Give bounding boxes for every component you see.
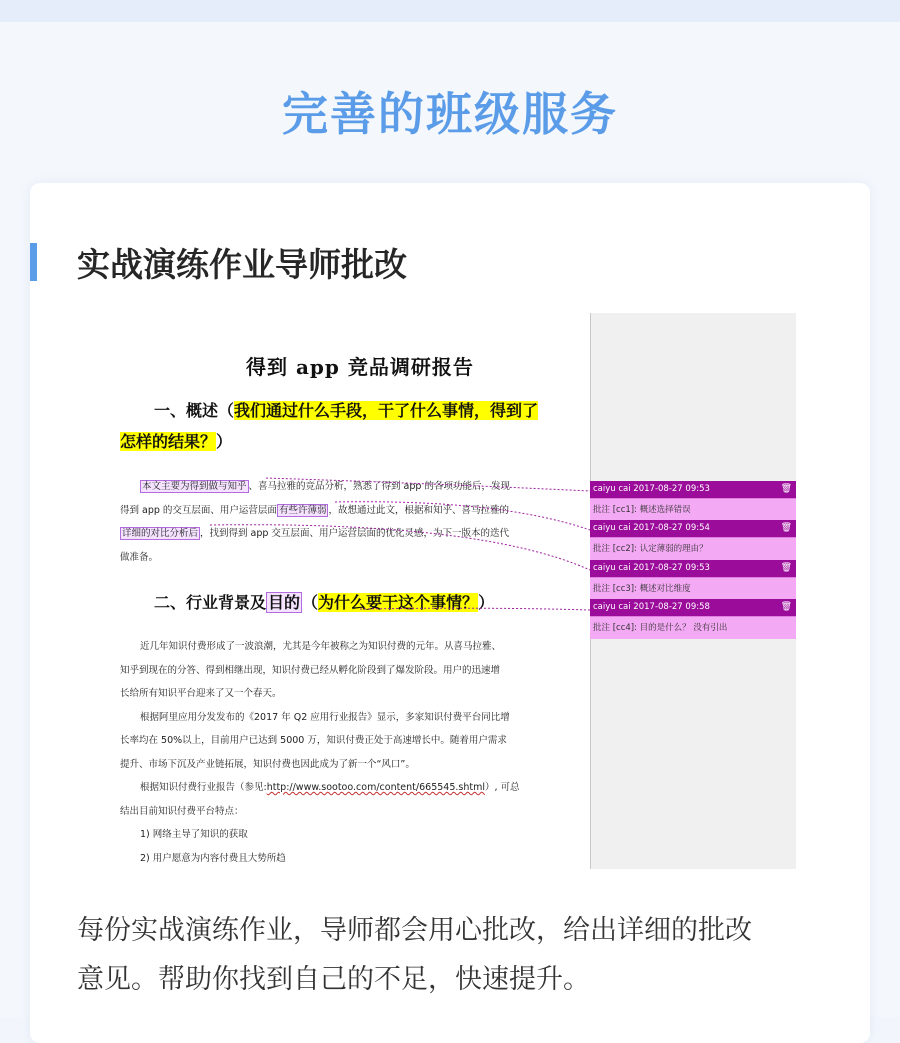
doc-paragraph-3: 根据阿里应用分发发布的《2017 年 Q2 应用行业报告》显示，多家知识付费平台同比增 (140, 711, 510, 723)
doc-heading-1-prefix: 一、概述（ (154, 401, 235, 420)
doc-list-item-1: 1) 网络主导了知识的获取 (140, 829, 248, 840)
card-heading: 实战演练作业导师批改 (77, 245, 407, 284)
comment-text: 批注 [cc3]: 概述对比维度 (590, 577, 796, 600)
doc-text: 得到 app 的交互层面、用户运营层面 (120, 504, 277, 516)
comment-4[interactable] (590, 599, 796, 639)
doc-paragraph-2c: 长给所有知识平台迎来了又一个春天。 (120, 688, 282, 699)
comment-3[interactable] (590, 560, 796, 600)
trash-icon[interactable]: 🗑 (780, 602, 792, 612)
doc-paragraph-4c: 结出目前知识付费平台特点： (120, 805, 244, 817)
feature-card (30, 183, 870, 1043)
comment-anchor-2[interactable]: 有些许薄弱 (278, 504, 327, 516)
comment-anchor-1[interactable]: 本文主要为得到做与知乎 (142, 481, 247, 492)
doc-heading-2-highlight: 为什么要干这个事情？ (318, 593, 479, 612)
doc-text: 、喜马拉雅的竞品分析，熟悉了得到 app 的各项功能后，发现 (248, 481, 510, 492)
doc-paragraph-3b: 长率均在 50%以上，目前用户已达到 5000 万，知识付费正处于高速增长中。随着用户需求 (120, 735, 507, 746)
comment-text: 批注 [cc4]: 目的是什么？ 没有引出 (590, 616, 796, 639)
trash-icon[interactable]: 🗑 (780, 563, 792, 573)
comment-author: caiyu cai 2017-08-27 09:53 (593, 563, 710, 573)
doc-heading-1-highlight-b: 怎样的结果？ (120, 432, 217, 451)
heading-accent-bar (30, 243, 37, 281)
doc-heading-1 (120, 395, 574, 457)
comment-anchor-4[interactable]: 目的 (268, 593, 301, 612)
comment-author: caiyu cai 2017-08-27 09:54 (593, 523, 710, 533)
doc-paragraph-3c: 提升、市场下沉及产业链拓展，知识付费也因此成为了新一个“风口”。 (120, 758, 415, 770)
reference-link[interactable]: http://www.sootoo.com/content/665545.shtml (266, 782, 485, 793)
doc-paragraph-4 (120, 776, 562, 800)
doc-heading-2 (154, 587, 574, 618)
comment-text: 批注 [cc2]: 认定薄弱的理由？ (590, 537, 796, 560)
doc-body (120, 635, 562, 869)
card-description-line-2: 意见。帮助你找到自己的不足，快速提升。 (77, 964, 590, 995)
card-description-line-1: 每份实战演练作业，导师都会用心批改，给出详细的批改 (77, 915, 752, 946)
doc-heading-2-mid: （ (302, 593, 319, 612)
doc-text: 根据知识付费行业报告（参见: (140, 782, 267, 793)
doc-heading-2-suffix: ） (478, 593, 495, 612)
card-description (77, 906, 837, 1004)
comment-1[interactable] (590, 481, 796, 521)
doc-text: ，故想通过此文，根据和知乎、喜马拉雅的 (328, 504, 509, 516)
doc-list-item-2: 2) 用户愿意为内容付费且大势所趋 (140, 852, 286, 864)
trash-icon[interactable]: 🗑 (780, 523, 792, 533)
doc-title: 得到 app 竞品调研报告 (246, 355, 474, 379)
comment-2[interactable] (590, 520, 796, 560)
doc-paragraph-2b: 知乎到现在的分答、得到相继出现，知识付费已经从孵化阶段到了爆发阶段。用户的迅速增 (120, 664, 501, 676)
comment-text: 批注 [cc1]: 概述选择错误 (590, 498, 796, 521)
comment-anchor-3[interactable]: 详细的对比分析后 (122, 528, 199, 539)
doc-heading-1-suffix: ） (216, 432, 233, 451)
doc-text: ）, 可总 (484, 782, 520, 793)
doc-heading-1-highlight-a: 我们通过什么手段，干了什么事情，得到了 (234, 401, 539, 420)
comment-author: caiyu cai 2017-08-27 09:58 (593, 602, 710, 612)
document-preview (120, 313, 796, 869)
doc-paragraph-2: 近几年知识付费形成了一波浪潮，尤其是今年被称之为知识付费的元年。从喜马拉雅、 (140, 641, 502, 652)
top-band (0, 0, 900, 22)
doc-paragraph-1 (120, 475, 562, 569)
trash-icon[interactable]: 🗑 (780, 484, 792, 494)
doc-text: 做准备。 (120, 551, 159, 563)
comment-author: caiyu cai 2017-08-27 09:53 (593, 484, 710, 494)
section-title: 完善的班级服务 (282, 87, 618, 141)
doc-text: ，找到得到 app 交互层面、用户运营层面的优化灵感，为下一版本的迭代 (200, 528, 509, 539)
doc-heading-2-prefix: 二、行业背景及 (154, 593, 267, 612)
